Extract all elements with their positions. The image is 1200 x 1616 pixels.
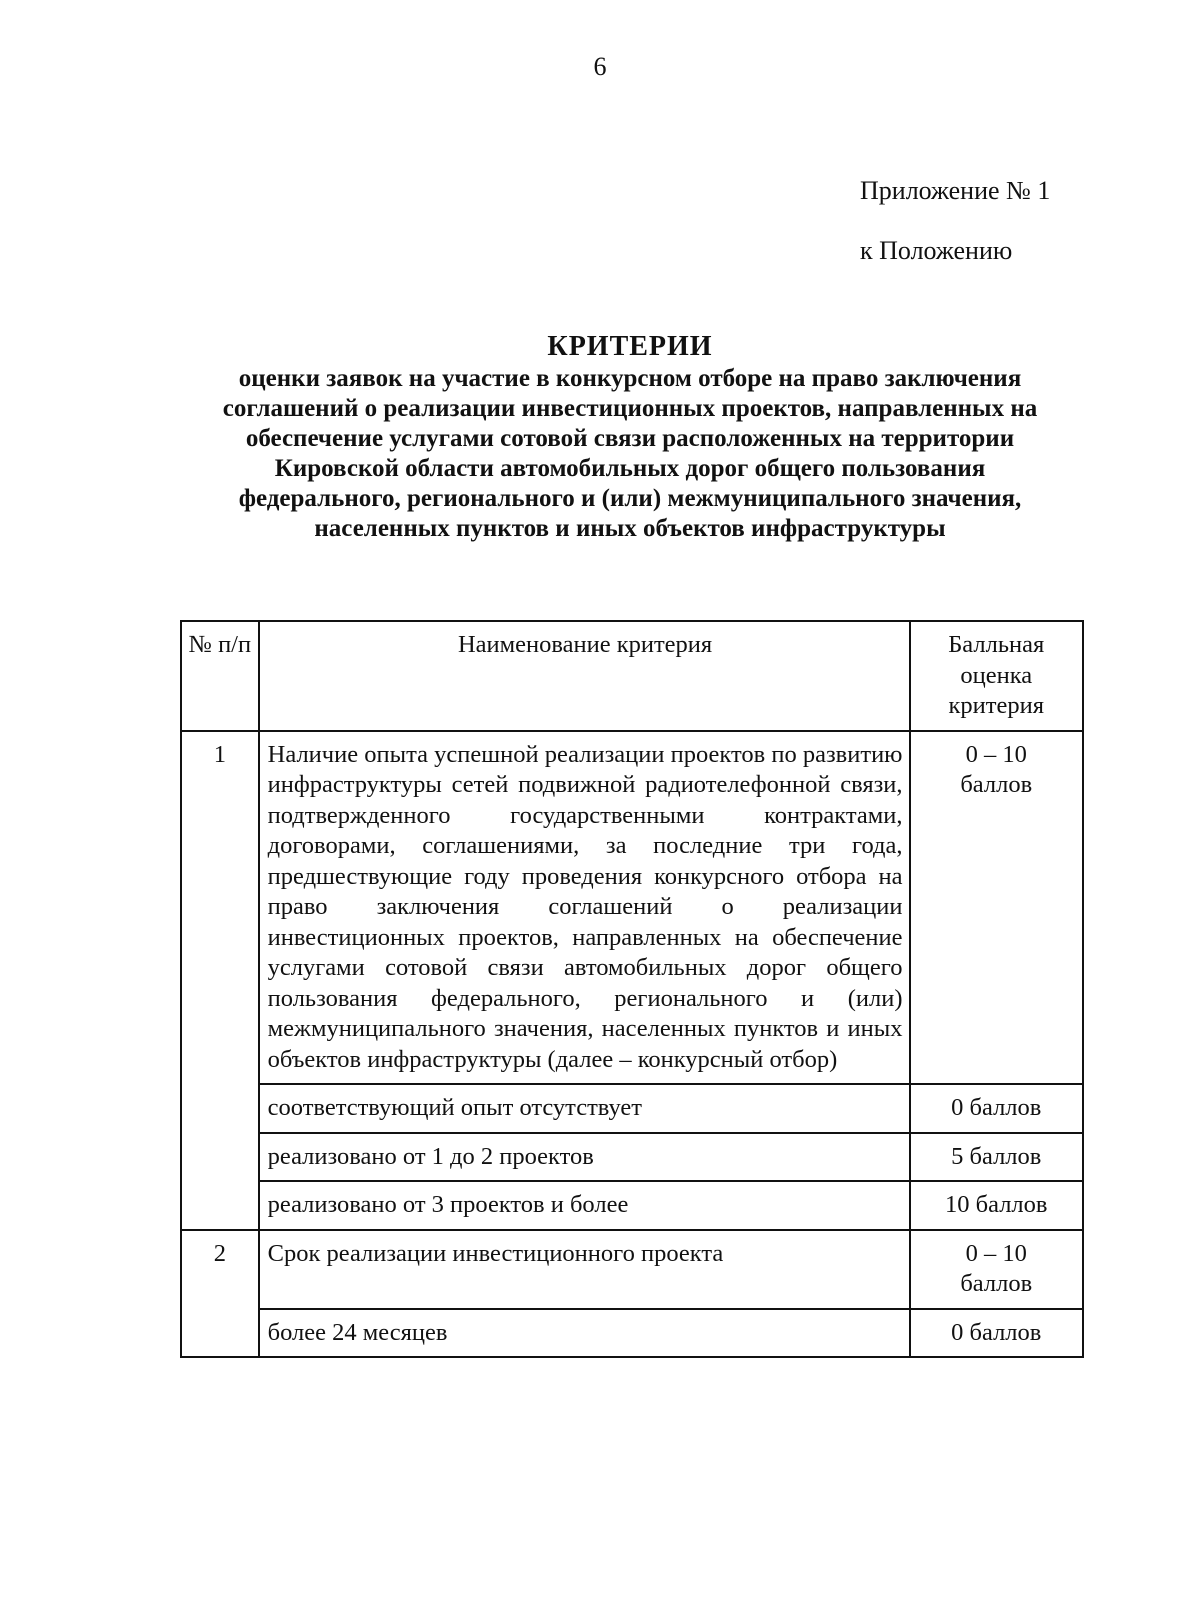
table-row (181, 731, 1083, 1085)
table-row (181, 1084, 1083, 1133)
criterion-name: Наличие опыта успешной реализации проектов по развитию инфраструктуры сетей подвижной радиотелефонной связи, подтвержденного государственными контрактами, договорами, соглашениями, за последние три года, предшествующие году проведения конкурсного отбора на право заключения соглашений о реализации инвестиционных проектов, направленных на обеспечение услугами сотовой связи автомобильных дорог общего пользования федерального, регионального и (или) межмуниципального значения, населенных пунктов и иных объектов инфраструктуры (далее – конкурсный отбор) (259, 731, 910, 1085)
option-name: соответствующий опыт отсутствует (259, 1084, 910, 1133)
page-number: 6 (593, 52, 607, 81)
option-score: 5 баллов (910, 1133, 1084, 1182)
header-score: Балльная оценка критерия (910, 621, 1084, 731)
appendix-label: Приложение № 1 (860, 176, 1051, 205)
criterion-number: 2 (181, 1230, 259, 1358)
option-name: более 24 месяцев (259, 1309, 910, 1358)
table-row (181, 1309, 1083, 1358)
header-criterion-name: Наименование критерия (259, 621, 910, 731)
option-score: 10 баллов (910, 1181, 1084, 1230)
subtitle-line: соглашений о реализации инвестиционных проектов, направленных на (222, 395, 1038, 422)
option-score: 0 баллов (910, 1309, 1084, 1358)
document-subtitle (100, 364, 1160, 544)
table-row (181, 1181, 1083, 1230)
subtitle-line: обеспечение услугами сотовой связи расположенных на территории (245, 425, 1015, 452)
subtitle-line: Кировской области автомобильных дорог общего пользования (274, 455, 986, 482)
criteria-table (180, 620, 1084, 1358)
option-name: реализовано от 3 проектов и более (259, 1181, 910, 1230)
header-num: № п/п (181, 621, 259, 731)
criterion-score-range: 0 – 10 баллов (910, 731, 1084, 1085)
criterion-name: Срок реализации инвестиционного проекта (259, 1230, 910, 1309)
table-row (181, 1230, 1083, 1309)
criterion-number: 1 (181, 731, 259, 1230)
table-row (181, 1133, 1083, 1182)
appendix-reference: к Положению (860, 236, 1013, 265)
subtitle-line: федерального, регионального и (или) межмуниципального значения, (238, 485, 1022, 512)
subtitle-line: оценки заявок на участие в конкурсном отборе на право заключения (238, 365, 1022, 392)
document-title-block (100, 330, 1160, 544)
option-score: 0 баллов (910, 1084, 1084, 1133)
criterion-score-range: 0 – 10 баллов (910, 1230, 1084, 1309)
option-name: реализовано от 1 до 2 проектов (259, 1133, 910, 1182)
document-title: КРИТЕРИИ (547, 331, 713, 362)
subtitle-line: населенных пунктов и иных объектов инфраструктуры (314, 515, 946, 542)
table-header-row (181, 621, 1083, 731)
